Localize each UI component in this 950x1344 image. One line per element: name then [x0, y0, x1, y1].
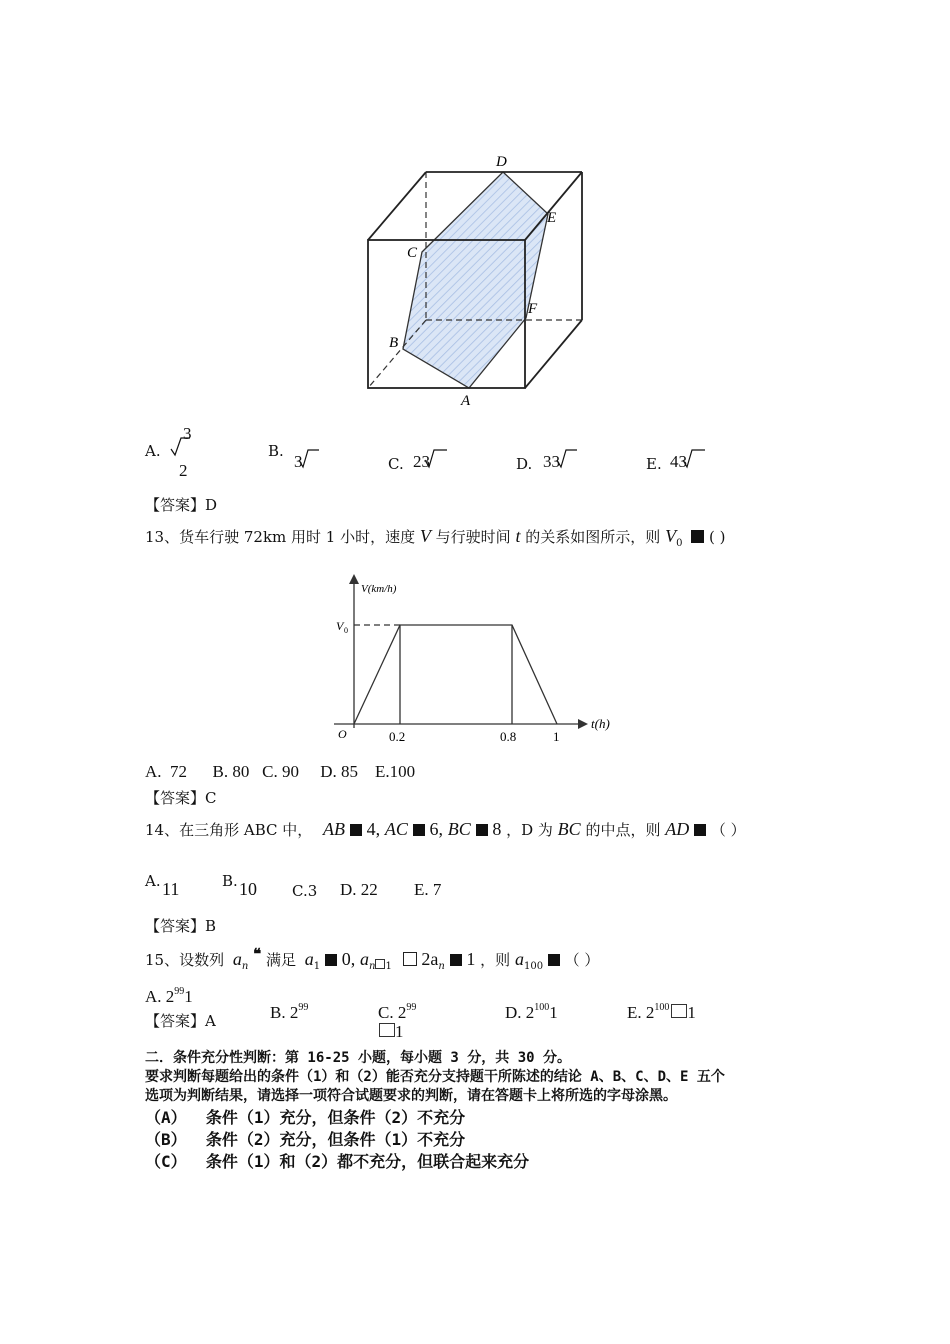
q15-option-c-tail: 1 — [395, 1022, 404, 1041]
q14-stem-b: ，D 为 — [506, 821, 553, 839]
q15-rhs-sub: n — [438, 961, 445, 972]
equals-box-icon — [694, 824, 706, 836]
q15-option-d-tail: 1 — [549, 1003, 558, 1022]
q15-option-a-sup: 99 — [174, 986, 185, 997]
q14-ac: AC — [384, 819, 408, 839]
q12-option-c-value: 23 — [413, 452, 430, 471]
q15-stem — [145, 945, 599, 972]
minus-box-icon — [671, 1004, 687, 1018]
section2-instruction-2: 选项为判断结果，请选择一项符合试题要求的判断，请在答题卡上将所选的字母涂黑。 — [145, 1088, 677, 1104]
q12-option-d-value: 33 — [543, 452, 560, 471]
q15-option-e-tail: 1 — [687, 1003, 696, 1022]
q14-stem — [145, 819, 746, 840]
label-f: F — [528, 301, 538, 317]
q13-paren: ( ) — [709, 528, 726, 546]
q15-option-b — [270, 1002, 308, 1023]
equals-box-icon — [548, 954, 560, 966]
q13-velocity-graph — [325, 568, 625, 748]
x-axis-arrow-icon — [578, 719, 588, 729]
q14-option-a-label: A. — [145, 872, 161, 890]
q14-option-a-value: 11 — [162, 879, 180, 899]
cbrt-sign-icon — [424, 448, 448, 470]
q13-answer: 【答案】C — [145, 789, 217, 807]
q15-a100: a — [514, 949, 524, 969]
q13-var-v: V — [419, 526, 431, 546]
cbrt-sign-icon — [682, 448, 706, 470]
cube-figure — [350, 148, 600, 413]
q15-a1: a — [304, 949, 314, 969]
q15-stem-c: ，则 — [480, 951, 511, 969]
q14-stem-c: 的中点，则 — [585, 821, 661, 839]
q15-option-b-sup: 99 — [298, 1002, 309, 1013]
q12-answer: 【答案】D — [145, 496, 218, 514]
q14-ab-val: 4, — [366, 819, 381, 839]
q14-paren: （ ） — [710, 821, 746, 839]
label-c: C — [407, 245, 418, 261]
q15-stem-b: 满足 — [265, 951, 296, 969]
q12-option-b-label: B. — [268, 442, 284, 460]
q15-anp1-sub: n — [368, 961, 376, 972]
q15-option-c-second-line — [379, 1022, 404, 1042]
q13-stem-c: 的关系如图所示，则 — [525, 528, 661, 546]
q15-option-e-base: E. 2 — [627, 1003, 655, 1022]
q14-bc2: BC — [557, 819, 581, 839]
q12-option-a-denominator: 2 — [179, 461, 188, 480]
q14-option-d: D. 22 — [340, 880, 378, 899]
equals-box-icon — [413, 824, 425, 836]
section2-option-a: （A） 条件（1）充分，但条件（2）不充分 — [145, 1108, 466, 1127]
q13-var-v0: V — [665, 526, 677, 546]
q15-option-d-base: D. 2 — [505, 1003, 535, 1022]
q15-an-sub: n — [241, 961, 249, 972]
q12-option-a-label: A. — [145, 442, 161, 460]
q13-stem-a: 13、货车行驶 72km 用时 1 小时，速度 — [145, 528, 416, 546]
q15-option-c — [378, 1002, 416, 1023]
label-d: D — [496, 154, 507, 170]
graph-origin: O — [338, 727, 347, 741]
graph-xtick-3: 1 — [553, 729, 560, 744]
equals-box-icon — [350, 824, 362, 836]
q15-option-a-tail: 1 — [184, 987, 193, 1006]
q15-a100-sub: 100 — [523, 961, 544, 972]
equals-box-icon — [403, 952, 417, 966]
q15-option-b-base: B. 2 — [270, 1003, 299, 1022]
q13-var-v0-sub: 0 — [676, 538, 683, 549]
section2-option-c: （C） 条件（1）和（2）都不充分，但联合起来充分 — [145, 1152, 530, 1171]
q15-brace-glyph: ❝ — [253, 945, 262, 963]
q15-a1-val: 0, — [341, 949, 356, 969]
q15-option-d-sup: 100 — [534, 1002, 550, 1013]
q15-rhs-val: 1 — [466, 949, 476, 969]
q14-answer: 【答案】B — [145, 917, 217, 935]
q12-option-b-value: 3 — [294, 452, 303, 471]
q15-option-d — [505, 1002, 558, 1023]
q15-option-c-base: C. 2 — [378, 1003, 407, 1022]
section2-instruction-1: 要求判断每题给出的条件（1）和（2）能否充分支持题干所陈述的结论 A、B、C、D、E 五个 — [145, 1069, 725, 1085]
minus-box-icon — [450, 954, 462, 966]
graph-xlabel: t(h) — [591, 716, 610, 731]
graph-ytick-v0-sub: 0 — [344, 626, 348, 635]
minus-box-icon — [379, 1023, 395, 1037]
cbrt-sign-icon — [298, 448, 320, 470]
q15-option-e — [627, 1002, 696, 1023]
q15-a1-sub: 1 — [313, 961, 321, 972]
q15-option-a-base: A. 2 — [145, 987, 175, 1006]
equals-box-icon — [476, 824, 488, 836]
label-e: E — [547, 210, 557, 226]
q14-option-b-value: 10 — [239, 879, 257, 899]
q14-ab: AB — [323, 819, 346, 839]
q14-bc: BC — [447, 819, 471, 839]
q15-answer: 【答案】A — [145, 1012, 216, 1030]
graph-xtick-1: 0.2 — [389, 729, 406, 744]
q13-options: A. 72 B. 80 C. 90 D. 85 E.100 — [145, 762, 416, 781]
q14-option-b-label: B. — [222, 872, 238, 890]
q12-option-d-label: D. — [516, 455, 533, 473]
q15-anp1-tail: 1 — [385, 961, 392, 972]
q15-an: a — [232, 949, 242, 969]
q15-paren: （ ） — [564, 951, 600, 969]
plus-box-icon — [375, 959, 385, 969]
label-b: B — [389, 335, 399, 351]
q12-option-e-label: E. — [646, 455, 662, 473]
q14-bc-val: 8 — [492, 819, 502, 839]
section2-option-b: （B） 条件（2）充分，但条件（1）不充分 — [145, 1130, 466, 1149]
q15-option-e-sup: 100 — [654, 1002, 670, 1013]
graph-ytick-v0: V — [336, 619, 344, 633]
graph-xtick-2: 0.8 — [500, 729, 517, 744]
velocity-line — [354, 625, 557, 724]
hexagon-section — [403, 172, 548, 388]
q14-stem-a: 14、在三角形 ABC 中， — [145, 821, 313, 839]
equals-box-icon — [325, 954, 337, 966]
q12-option-c-label: C. — [388, 455, 404, 473]
y-axis-arrow-icon — [349, 574, 359, 584]
q15-anp1: a — [359, 949, 369, 969]
q15-option-a — [145, 986, 193, 1007]
cbrt-sign-icon — [556, 448, 578, 470]
graph-ylabel: V(km/h) — [361, 583, 397, 595]
q15-rhs: 2a — [421, 949, 439, 969]
q15-stem-a: 15、设数列 — [145, 951, 225, 969]
label-a: A — [461, 393, 471, 409]
q14-ad: AD — [665, 819, 690, 839]
q13-var-t: t — [515, 526, 521, 546]
q12-option-a-numerator: 3 — [183, 424, 192, 443]
q13-stem-b: 与行驶时间 — [435, 528, 511, 546]
equals-box-icon — [691, 530, 704, 543]
q14-option-c: C.3 — [292, 882, 318, 900]
q12-option-e-value: 43 — [670, 452, 687, 471]
q14-ac-val: 6, — [429, 819, 443, 839]
q14-option-e: E. 7 — [414, 880, 442, 899]
q13-stem — [145, 526, 725, 549]
section2-heading: 二．条件充分性判断：第 16-25 小题，每小题 3 分，共 30 分。 — [145, 1050, 572, 1066]
q15-option-c-sup: 99 — [406, 1002, 417, 1013]
